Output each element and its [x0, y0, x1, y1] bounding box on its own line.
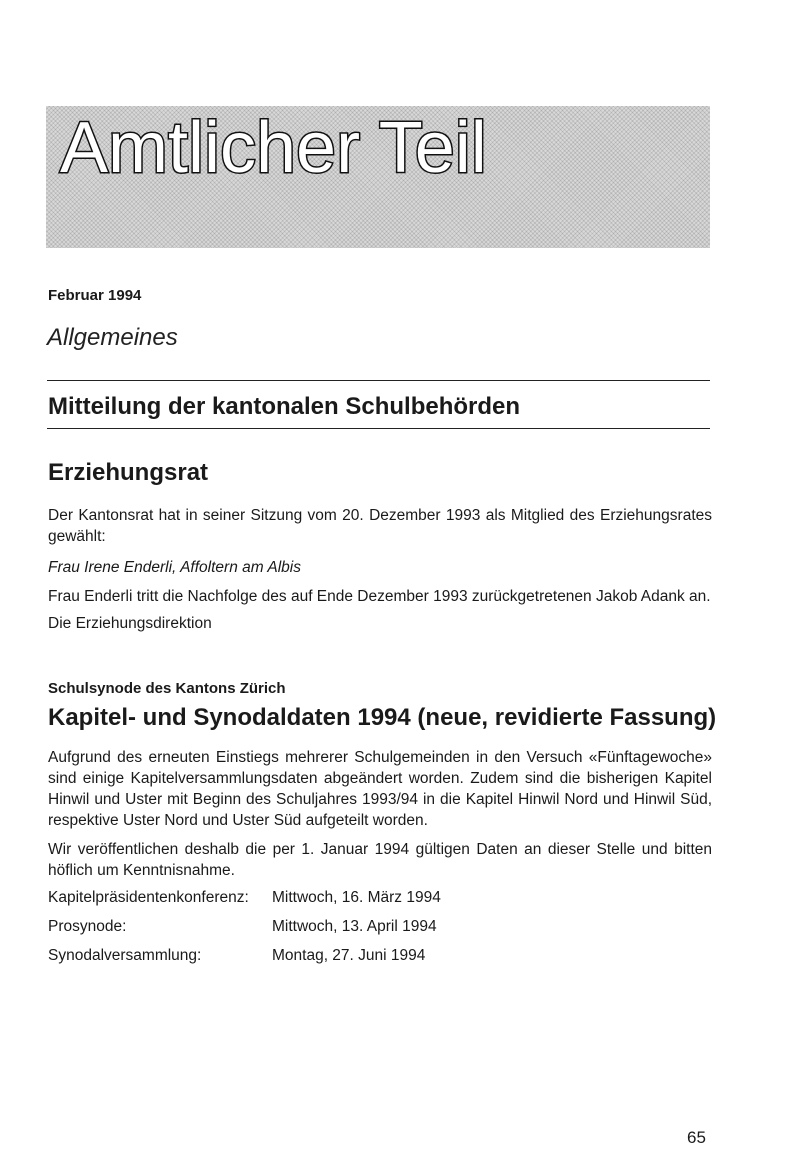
- banner-title: Amtlicher Teil: [60, 108, 487, 188]
- succession-paragraph: Frau Enderli tritt die Nachfolge des auf Ende Dezember 1993 zurückgetretenen Jakob Adank an.: [48, 588, 711, 605]
- erziehungsrat-paragraph: Der Kantonsrat hat in seiner Sitzung vom 20. Dezember 1993 als Mitglied des Erziehungsrates gewählt:: [48, 507, 712, 545]
- erziehungsrat-heading: Erziehungsrat: [48, 459, 209, 486]
- signature: Die Erziehungsdirektion: [48, 615, 212, 632]
- date-label: Synodalversammlung:: [48, 947, 202, 964]
- header-banner: [46, 106, 710, 248]
- synode-subheading: Schulsynode des Kantons Zürich: [48, 680, 286, 697]
- divider-bottom: [47, 428, 710, 429]
- issue-date: Februar 1994: [48, 287, 142, 304]
- section-title: Allgemeines: [47, 324, 178, 351]
- synode-paragraph: Aufgrund des erneuten Einstiegs mehrerer Schulgemeinden in den Versuch «Fünftagewoche» sind einige Kapitelversammlungsdaten abgeändert worden. Zudem sind die bisherigen Kapitel Hinwil und Uster mit Beginn des Schuljahres 1993/94 in die Kapitel Hinwil Nord und Hinwil Süd, respektive Uster Nord und Uster Süd aufgeteilt worden.: [48, 749, 712, 829]
- date-value: Mittwoch, 16. März 1994: [272, 889, 441, 906]
- date-value: Montag, 27. Juni 1994: [272, 947, 426, 964]
- date-value: Mittwoch, 13. April 1994: [272, 918, 437, 935]
- page-number: 65: [687, 1128, 706, 1147]
- synode-paragraph-2: Wir veröffentlichen deshalb die per 1. Januar 1994 gültigen Daten an dieser Stelle und bitten höflich um Kenntnisnahme.: [48, 841, 712, 879]
- date-label: Prosynode:: [48, 918, 127, 935]
- elected-person: Frau Irene Enderli, Affoltern am Albis: [48, 559, 301, 576]
- main-heading: Mitteilung der kantonalen Schulbehörden: [48, 393, 521, 420]
- date-label: Kapitelpräsidentenkonferenz:: [48, 889, 249, 906]
- divider-top: [47, 380, 710, 381]
- synode-heading: Kapitel- und Synodaldaten 1994 (neue, revidierte Fassung): [48, 704, 717, 731]
